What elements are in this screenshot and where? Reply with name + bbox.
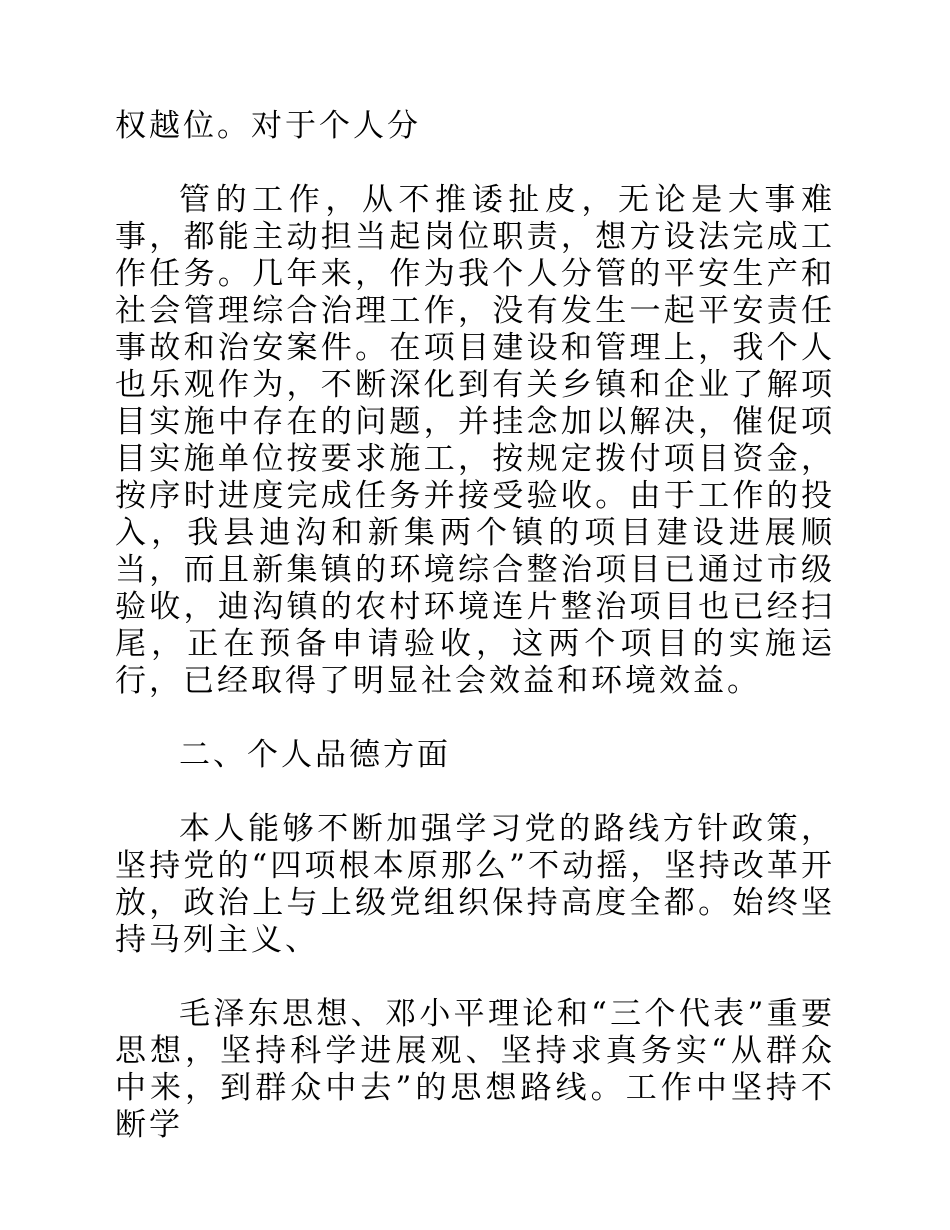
document-body — [115, 108, 835, 1144]
paragraph-party-line: 本人能够不断加强学习党的路线方针政策，坚持党的“四项根本原那么”不动摇，坚持改革开放，政治上与上级党组织保持高度全都。始终坚持马列主义、 — [115, 811, 835, 958]
paragraph-continuation: 权越位。对于个人分 — [115, 108, 421, 144]
paragraph-guiding-thought: 毛泽东思想、邓小平理论和“三个代表”重要思想，坚持科学进展观、坚持求真务实“从群众中来，到群众中去”的思想路线。工作中坚持不断学 — [115, 996, 835, 1143]
paragraph-work-responsibility: 管的工作，从不推诿扯皮，无论是大事难事，都能主动担当起岗位职责，想方设法完成工作任务。几年来，作为我个人分管的平安生产和社会管理综合治理工作，没有发生一起平安责任事故和治安案件。在项目建设和管理上，我个人也乐观作为，不断深化到有关乡镇和企业了解项目实施中存在的问题，并挂念加以解决，催促项目实施单位按要求施工，按规定拨付项目资金，按序时进度完成任务并接受验收。由于工作的投入，我县迪沟和新集两个镇的项目建设进展顺当，而且新集镇的环境综合整治项目已通过市级验收，迪沟镇的农村环境连片整治项目也已经扫尾，正在预备申请验收，这两个项目的实施运行，已经取得了明显社会效益和环境效益。 — [115, 182, 835, 699]
section-heading-personal-morality: 二、个人品德方面 — [179, 737, 451, 773]
